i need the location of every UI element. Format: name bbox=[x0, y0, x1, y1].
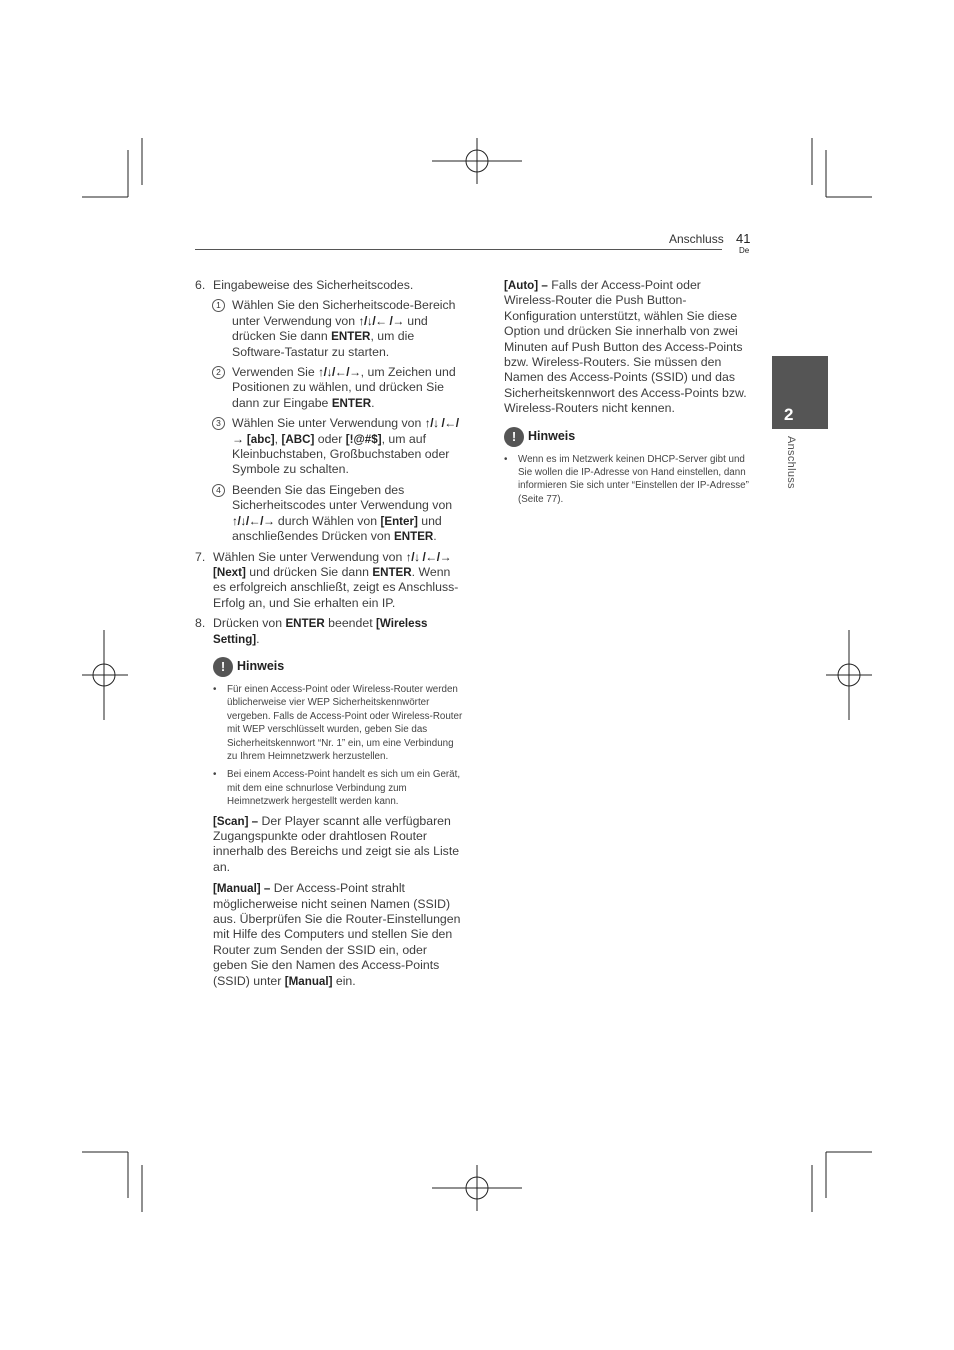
note-list bbox=[504, 453, 752, 507]
substep-1: 1 Wählen Sie den Sicherheitscode-Bereich unter Verwendung von ↑/↓/← /→ und drücken Sie dann ENTER, um die Software-Tastatur zu starten. bbox=[195, 298, 463, 360]
page-number: 41 bbox=[736, 231, 751, 246]
substep-4: 4 Beenden Sie das Eingeben des Sicherheitscodes unter Verwendung von ↑/↓/←/→ durch Wählen von [Enter] und anschließendes Drücken von ENTER. bbox=[195, 483, 463, 545]
note-list bbox=[213, 683, 463, 809]
circled-number: 3 bbox=[212, 417, 225, 430]
note-heading bbox=[213, 657, 463, 677]
arrow-keys-icon: ↑/↓ /←/→ bbox=[232, 416, 459, 446]
list-item: • Für einen Access-Point oder Wireless-Router werden üblicherweise vier WEP Sicherheitskennwörter vergeben. Falls de Access-Point oder Wireless-Router mit WEP verschlüsselt wurden, geben Sie das Sicherheitskennwort “Nr. 1” ein, um eine Verbindung zu Ihrem Heimnetzwerk herzustellen. bbox=[213, 683, 463, 762]
arrow-keys-icon: ↑/↓/← /→ bbox=[358, 313, 404, 328]
circled-number: 2 bbox=[212, 366, 225, 379]
list-item: • Wenn es im Netzwerk keinen DHCP-Server gibt und Sie wollen die IP-Adresse von Hand einstellen, dann informieren Sie sich unter “Einstellen der IP-Adresse” (Seite 77). bbox=[504, 453, 749, 505]
arrow-keys-icon: ↑/↓/←/→ bbox=[318, 365, 361, 380]
auto-option: [Auto] – Falls der Access-Point oder Wireless-Router die Push Button-Konfiguration unterstützt, wählen Sie diese Option und drücken Sie innerhalb von zwei Minuten auf Push Button des Access-Points bzw. Wireless-Routers. Sie müssen den Namen des Access-Points (SSID) und das Sicherheitskennwort des Access-Points bzw. Wireless-Routers nicht kennen. bbox=[504, 278, 747, 416]
step-6: 6. Eingabeweise des Sicherheitscodes. bbox=[195, 278, 414, 292]
header-section-title: Anschluss bbox=[669, 232, 724, 246]
arrow-keys-icon: ↑/↓ /←/→ bbox=[405, 549, 452, 564]
exclamation-icon: ! bbox=[213, 657, 233, 677]
note-title: Hinweis bbox=[237, 658, 285, 673]
circled-number: 4 bbox=[212, 484, 225, 497]
left-column bbox=[195, 278, 463, 995]
scan-option: [Scan] – Der Player scannt alle verfügbaren Zugangspunkte oder drahtlosen Router innerhalb des Bereichs und zeigt sie als Liste an. bbox=[213, 813, 460, 874]
right-column bbox=[504, 278, 752, 511]
manual-option: [Manual] – Der Access-Point strahlt möglicherweise nicht seinen Namen (SSID) aus. Überprüfen Sie die Router-Einstellungen mit Hilfe des Computers und stellen Sie den Router zum Senden der SSID ein, oder geben Sie den Namen des Access-Points (SSID) unter [Manual] ein. bbox=[213, 881, 461, 988]
arrow-keys-icon: ↑/↓/←/→ bbox=[232, 513, 275, 528]
substep-2: 2 Verwenden Sie ↑/↓/←/→, um Zeichen und Positionen zu wählen, und drücken Sie dann zur Eingabe ENTER. bbox=[195, 365, 463, 411]
note-title: Hinweis bbox=[528, 428, 576, 443]
step-8: 8. Drücken von ENTER beendet [Wireless Setting]. bbox=[195, 616, 428, 646]
chapter-number: 2 bbox=[784, 405, 794, 424]
list-item: • Bei einem Access-Point handelt es sich um ein Gerät, mit dem eine schnurlose Verbindung zum Heimnetzwerk hergestellt werden kann. bbox=[213, 769, 461, 808]
header-rule bbox=[195, 249, 722, 250]
substep-3: 3 Wählen Sie unter Verwendung von ↑/↓ /←/→ [abc], [ABC] oder [!@#$], um auf Kleinbuchstaben, Großbuchstaben oder Symbole zu schalten. bbox=[195, 416, 463, 478]
note-heading bbox=[504, 427, 752, 447]
step-7: 7. Wählen Sie unter Verwendung von ↑/↓ /←/→ [Next] und drücken Sie dann ENTER. Wenn es erfolgreich anschließt, zeigt es Anschluss-Erfolg an, und Sie erhalten ein IP. bbox=[195, 549, 459, 610]
exclamation-icon: ! bbox=[504, 427, 524, 447]
chapter-label: Anschluss bbox=[785, 436, 797, 489]
language-code: De bbox=[739, 246, 750, 255]
chapter-tab bbox=[772, 356, 828, 429]
circled-number: 1 bbox=[212, 299, 225, 312]
